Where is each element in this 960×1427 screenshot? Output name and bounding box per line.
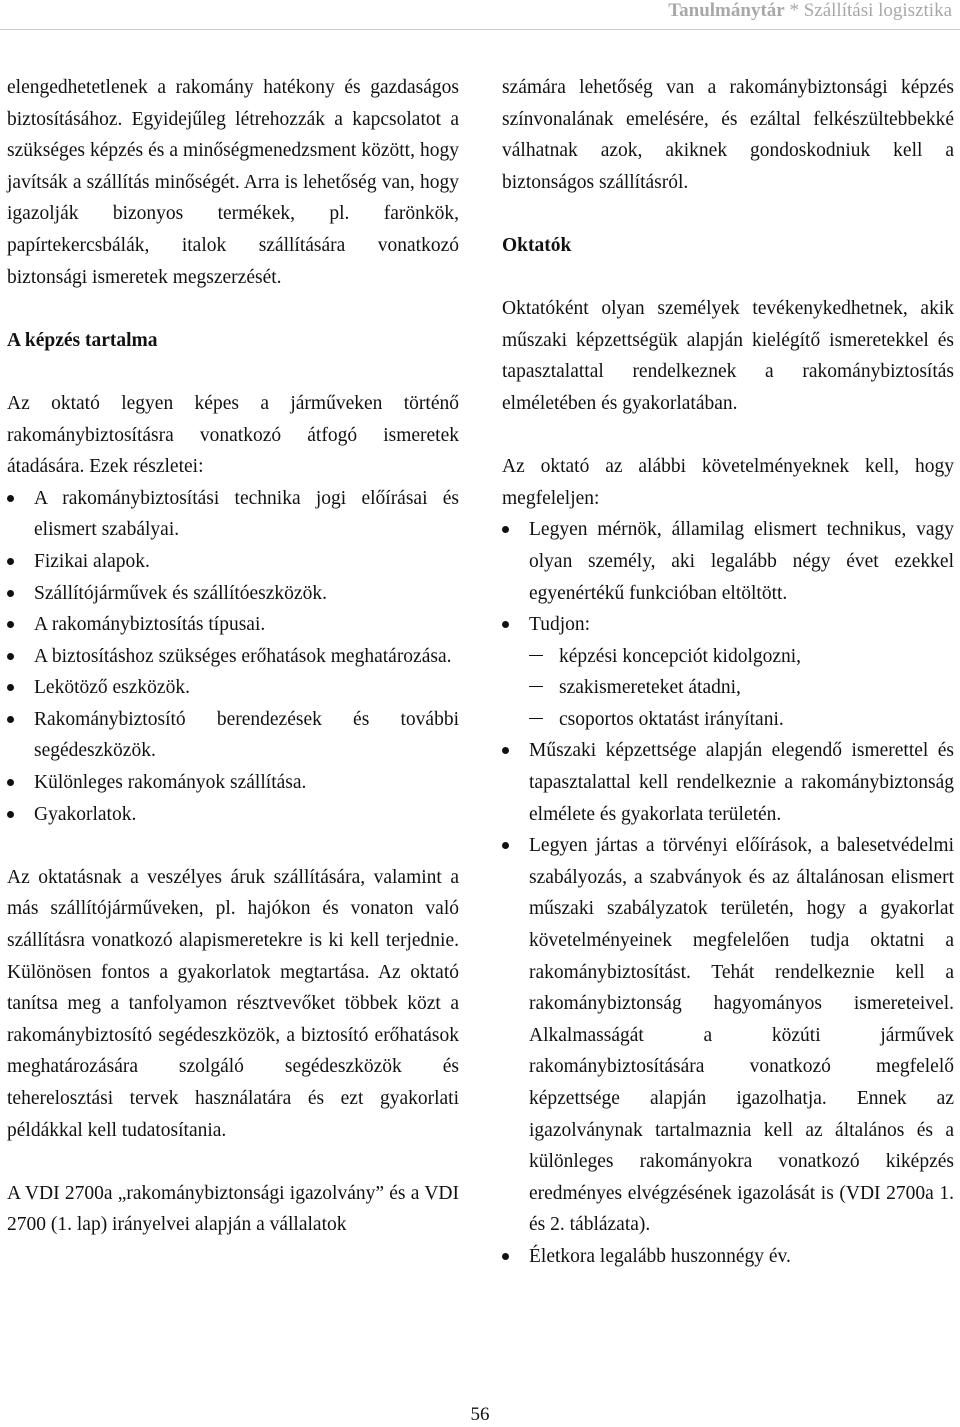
list-item: A rakománybiztosítás típusai. <box>7 609 459 641</box>
list-item: Fizikai alapok. <box>7 546 459 578</box>
header-brand: Tanulmánytár <box>668 0 785 21</box>
bullet-icon <box>7 716 14 723</box>
list-item: Életkora legalább huszonnégy év. <box>502 1241 954 1273</box>
list-item: A rakománybiztosítási technika jogi előírásai és elismert szabályai. <box>7 483 459 546</box>
header-divider <box>0 29 960 30</box>
dash-icon <box>529 686 543 687</box>
left-column <box>7 72 459 1241</box>
left-paragraph-1: elengedhetetlenek a rakomány hatékony és gazdaságos biztosításához. Egyidejűleg létrehozzák a kapcsolatot a szükséges képzés és a minőségmenedzsment között, hogy javítsák a szállítás minőségét. Arra is lehetőség van, hogy igazolják bizonyos termékek, pl. farönkök, papírtekercsbálák, italok szállítására vonatkozó biztonsági ismeretek megszerzését. <box>7 77 459 288</box>
bullet-icon <box>502 747 509 754</box>
instructor-requirements-list <box>502 514 954 1272</box>
bullet-icon <box>7 779 14 786</box>
list-item: Tudjon: képzési koncepciót kidolgozni, szakismereteket átadni, csoportos oktatást irányítani. <box>502 609 954 735</box>
list-item: Legyen jártas a törvényi előírások, a balesetvédelmi szabályozás, a szabványok és az általánosan elismert műszaki szabályzatok területén, hogy a gyakorlat követelményeinek megfelelően tudja oktatni a rakománybiztosítást. Tehát rendelkeznie kell a rakománybiztonság hagyományos ismereteivel. Alkalmasságát a közúti járművek rakománybiztosítására vonatkozó megfelelő képzettsége alapján igazolhatja. Ennek az igazolványnak tartalmaznia kell az általános és a különleges rakományokra vonatkozó kiképzés eredményes elvégzésének igazolását is (VDI 2700a 1. és 2. táblázata). <box>502 830 954 1241</box>
bullet-icon <box>7 621 14 628</box>
header-separator: * <box>784 0 804 21</box>
section-heading-training-content: A képzés tartalma <box>7 329 158 351</box>
bullet-icon <box>7 495 14 502</box>
right-column <box>502 72 954 1304</box>
training-content-list <box>7 483 459 831</box>
header-section: Szállítási logisztika <box>803 0 952 21</box>
sublist-item: képzési koncepciót kidolgozni, <box>529 641 954 673</box>
bullet-icon <box>502 842 509 849</box>
section-heading-instructors: Oktatók <box>502 234 572 256</box>
list-item: Legyen mérnök, államilag elismert technikus, vagy olyan személy, aki legalább négy évet ezekkel egyenértékű funkcióban eltöltött. <box>502 514 954 609</box>
page-number: 56 <box>470 1404 490 1425</box>
bullet-icon <box>502 621 509 628</box>
right-paragraph-1: számára lehetőség van a rakománybiztonsági képzés színvonalának emelésére, és ezáltal felkészültebbekké válhatnak azok, akiknek gondoskodniuk kell a biztonságos szállításról. <box>502 77 954 193</box>
bullet-icon <box>502 526 509 533</box>
right-paragraph-2: Oktatóként olyan személyek tevékenykedhetnek, akik műszaki képzettségük alapján kielégítő ismeretekkel és tapasztalattal rendelkeznek a rakománybiztosítás elméletében és gyakorlatában. <box>502 298 954 414</box>
left-paragraph-3: Az oktatásnak a veszélyes áruk szállítására, valamint a más szállítójárműveken, pl. hajókon és vonaton való szállításra vonatkozó alapismeretekre is ki kell terjednie. Különösen fontos a gyakorlatok megtartása. Az oktató tanítsa meg a tanfolyamon résztvevőket többek közt a rakománybiztosító segédeszközök, a biztosító erőhatások meghatározására szolgáló segédeszközök és teherelosztási tervek használatára és ezt gyakorlati példákkal kell tudatosítania. <box>7 866 459 1141</box>
dash-icon <box>529 718 543 719</box>
list-item: Rakománybiztosító berendezések és további segédeszközök. <box>7 704 459 767</box>
left-paragraph-4: A VDI 2700a „rakománybiztonsági igazolvány” és a VDI 2700 (1. lap) irányelvei alapján a vállalatok <box>7 1182 459 1236</box>
list-item: Gyakorlatok. <box>7 799 459 831</box>
sublist-item: csoportos oktatást irányítani. <box>529 704 954 736</box>
sublist-item: szakismereteket átadni, <box>529 672 954 704</box>
bullet-icon <box>7 811 14 818</box>
list-item: Különleges rakományok szállítása. <box>7 767 459 799</box>
bullet-icon <box>7 558 14 565</box>
list-item: Műszaki képzettsége alapján elegendő ismerettel és tapasztalattal kell rendelkeznie a rakománybiztonság elmélete és gyakorlata területén. <box>502 735 954 830</box>
list-item: Szállítójárművek és szállítóeszközök. <box>7 578 459 610</box>
dash-icon <box>529 655 543 656</box>
list-item: A biztosításhoz szükséges erőhatások meghatározása. <box>7 641 459 673</box>
list-item: Lekötöző eszközök. <box>7 672 459 704</box>
skills-sublist <box>529 641 954 736</box>
bullet-icon <box>502 1253 509 1260</box>
left-paragraph-2: Az oktató legyen képes a járműveken történő rakománybiztosításra vonatkozó átfogó ismeretek átadására. Ezek részletei: <box>7 392 459 478</box>
page-header <box>0 0 952 30</box>
right-paragraph-3: Az oktató az alábbi követelményeknek kell, hogy megfeleljen: <box>502 456 954 509</box>
bullet-icon <box>7 653 14 660</box>
bullet-icon <box>7 590 14 597</box>
bullet-icon <box>7 684 14 691</box>
